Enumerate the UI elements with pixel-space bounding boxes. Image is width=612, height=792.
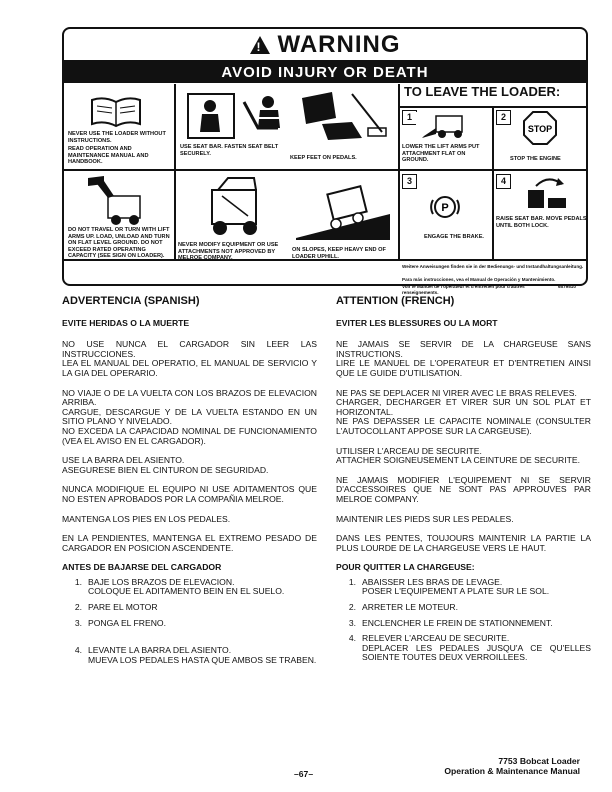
- step-number-4: 4: [496, 174, 511, 189]
- step-number-3: 3: [402, 174, 417, 189]
- french-title: ATTENTION (FRENCH): [336, 295, 455, 307]
- caption-instructions: NEVER USE THE LOADER WITHOUT INSTRUCTIONS.: [68, 131, 166, 144]
- french-paragraph: DANS LES PENTES, TOUJOURS MAINTENIR LA PARTIE LA PLUS LOURDE DE LA CHARGEUSE VERS LE HAUT.: [336, 533, 591, 553]
- french-paragraph: NE PAS SE DEPLACER NI VIRER AVEC LE BRAS RELEVES. CHARGER, DECHARGER ET VIRER SUR UN SOL PLAT ET HORIZONTAL. NE PAS DEPASSER LE CAPACITE NOMINALE (CONSULTER L'AUTOCOLLANT APPOSE SUR LA CARGEUSE).: [336, 387, 591, 436]
- leave-loader-title: TO LEAVE THE LOADER:: [404, 84, 561, 99]
- spanish-column: [62, 297, 317, 671]
- decal-divider: [64, 169, 586, 171]
- french-paragraph: UTILISER L'ARCEAU DE SECURITE. ATTACHER SOIGNEUSEMENT LA CEINTURE DE SECURITE.: [336, 445, 581, 466]
- french-paragraph: MAINTENIR LES PIEDS SUR LES PEDALES.: [336, 513, 514, 524]
- loader-modify-icon: [198, 176, 278, 238]
- step-caption-1: LOWER THE LIFT ARMS PUT ATTACHMENT FLAT ON GROUND.: [402, 144, 480, 164]
- caption-manual: READ OPERATION AND MAINTENANCE MANUAL AND HANDBOOK.: [68, 146, 149, 166]
- stop-sign-label: STOP: [527, 124, 553, 134]
- manual-title: Operation & Maintenance Manual: [444, 766, 580, 776]
- step-text: ENCLENCHER LE FREIN DE STATIONNEMENT.: [362, 617, 553, 628]
- spanish-steps-heading: ANTES DE BAJARSE DEL CARGADOR: [62, 562, 222, 573]
- decal-divider: [398, 84, 400, 259]
- spanish-paragraph: NO USE NUNCA EL CARGADOR SIN LEER LAS INSTRUCCIONES. LEA EL MANUAL DEL OPERATIO, EL MANUAL DE SERVICIO Y LA GIA DEL OPERARIO.: [62, 339, 317, 378]
- french-heading: EVITER LES BLESSURES OU LA MORT: [336, 317, 498, 328]
- step-caption-3: ENGAGE THE BRAKE.: [424, 234, 484, 240]
- spanish-paragraph: USE LA BARRA DEL ASIENTO. ASEGURESE BIEN EL CINTURON DE SEGURIDAD.: [62, 455, 269, 475]
- step-text: PONGA EL FRENO.: [88, 617, 166, 628]
- list-item: [336, 603, 591, 613]
- caption-travel: DO NOT TRAVEL OR TURN WITH LIFT ARMS UP. LOAD, UNLOAD AND TURN ON FLAT LEVEL GROUND. DO NOT EXCEED RATED OPERATING CAPACITY (SEE SIGN ON LOADER).: [68, 227, 170, 260]
- warning-triangle-icon: !: [250, 36, 270, 54]
- step-text: RELEVER L'ARCEAU DE SECURITE. DEPLACER LES PEDALES JUSQU'A CE QU'ELLES SOIENTE TOUTES DEUX VERROILLEES.: [362, 633, 591, 663]
- caption-seatbelt: USE SEAT BAR. FASTEN SEAT BELT SECURELY.: [180, 144, 279, 157]
- spanish-title: ADVERTENCIA (SPANISH): [62, 295, 200, 307]
- loader-on-slope-icon: [294, 180, 392, 242]
- decal-divider: [398, 106, 586, 108]
- step-caption-2: STOP THE ENGINE: [510, 156, 561, 162]
- caption-pedals: KEEP FEET ON PEDALS.: [290, 155, 357, 161]
- french-steps-list: [336, 578, 591, 663]
- open-book-icon: [88, 94, 144, 128]
- spanish-paragraph: MANTENGA LOS PIES EN LOS PEDALES.: [62, 513, 231, 524]
- step-number-2: 2: [496, 110, 511, 125]
- footnote-german: Weitere Anweisungen finden sie in der Bedienungs- und Instandhaltungsanleitung.: [402, 264, 584, 269]
- decal-divider: [174, 84, 176, 259]
- step-text: LEVANTE LA BARRA DEL ASIENTO. MUEVA LOS PEDALES HASTA QUE AMBOS SE TRABEN.: [88, 645, 317, 665]
- decal-header: [64, 29, 586, 62]
- footnote-spanish: Para más instrucciones, vea el Manual de Operación y Mantenimiento.: [402, 277, 556, 282]
- step-number: 2.: [74, 602, 82, 613]
- part-number: 6579510: [558, 284, 576, 289]
- decal-title: WARNING: [277, 30, 401, 58]
- seat-belt-illustration: [182, 88, 292, 142]
- french-column: [336, 297, 591, 669]
- french-paragraph: NE JAMAIS MODIFIER L'EQUIPEMENT NI SE SERVIR D'ACCESSOIRES QUE NE SONT PAS APPROUVES PAR MELROE COMPANY.: [336, 474, 591, 504]
- step-number: 1.: [348, 576, 356, 587]
- warning-decal: [62, 27, 588, 295]
- french-paragraph: NE JAMAIS SE SERVIR DE LA CHARGEUSE SANS INSTRUCTIONS. LIRE LE MANUEL DE L'OPERATEUR ET D'ENTRETIEN AINSI QUE LE GUIDE D'UTILISATION.: [336, 339, 591, 378]
- footnote-french: Voir le Manuel de l'opérateur et d'entretien pour d'autres renseignements.: [402, 284, 525, 295]
- loader-arms-up-icon: [84, 176, 164, 226]
- spanish-paragraph: NO VIAJE O DE LA VUELTA CON LOS BRAZOS DE ELEVACION ARRIBA. CARGUE, DESCARGUE Y DE LA VUELTA ESTANDO EN UN SITIO PLANO Y NIVELADO. NO EXCEDA LA CAPACIDAD NOMINAL DE FUNCIONAMIENTO (VEA EL AVISO EN EL CARGADOR).: [62, 387, 317, 446]
- spanish-paragraph: EN LA PENDIENTES, MANTENGA EL EXTREMO PESADO DE CARGADOR EN POSICION ASCENDENTE.: [62, 533, 317, 553]
- decal-divider: [492, 106, 494, 259]
- step-text: PARE EL MOTOR: [88, 602, 158, 613]
- spanish-steps-list: [62, 578, 317, 666]
- step-number-1: 1: [402, 110, 417, 125]
- seat-bar-raise-icon: [518, 174, 574, 214]
- list-item: [336, 578, 591, 597]
- step-caption-4: RAISE SEAT BAR. MOVE PEDALS UNTIL BOTH LOCK.: [496, 216, 587, 229]
- decal-body: [64, 84, 587, 295]
- spanish-paragraph: NUNCA MODIFIQUE EL EQUIPO NI USE ADITAMENTOS QUE NO ESTEN APROBADOS POR LA COMPAÑIA MELROE.: [62, 484, 317, 504]
- step-number: 1.: [74, 576, 82, 587]
- step-text: ABAISSER LES BRAS DE LEVAGE. POSER L'EQUIPEMENT A PLATE SUR LE SOL.: [362, 576, 550, 597]
- caption-slopes: ON SLOPES, KEEP HEAVY END OF LOADER UPHILL.: [292, 247, 386, 260]
- pedals-illustration: [292, 88, 392, 146]
- step-number: 2.: [348, 602, 356, 613]
- loader-arms-down-icon: [416, 112, 486, 140]
- list-item: [62, 578, 317, 597]
- step-number: 4.: [74, 645, 82, 656]
- step-text: BAJE LOS BRAZOS DE ELEVACION. COLOQUE EL ADITAMENTO BEIN EN EL SUELO.: [88, 576, 285, 597]
- model-name: 7753 Bobcat Loader: [498, 756, 580, 766]
- french-steps-heading: POUR QUITTER LA CHARGEUSE:: [336, 562, 475, 573]
- page-number: –67–: [294, 769, 314, 779]
- stop-sign-icon: [522, 110, 558, 146]
- manual-footer: [444, 756, 580, 776]
- list-item: [62, 619, 317, 629]
- list-item: [62, 603, 317, 613]
- step-number: 4.: [348, 633, 356, 644]
- parking-brake-icon: [430, 192, 460, 222]
- spanish-heading: EVITE HERIDAS O LA MUERTE: [62, 317, 190, 328]
- step-number: 3.: [348, 617, 356, 628]
- step-text: ARRETER LE MOTEUR.: [362, 602, 458, 613]
- decal-subtitle: AVOID INJURY OR DEATH: [64, 62, 586, 83]
- list-item: [336, 619, 591, 629]
- list-item: [62, 646, 317, 665]
- list-item: [336, 634, 591, 663]
- caption-modify: NEVER MODIFY EQUIPMENT OR USE ATTACHMENTS NOT APPROVED BY MELROE COMPANY.: [178, 242, 279, 262]
- step-number: 3.: [74, 617, 82, 628]
- brake-symbol-label: P: [441, 202, 449, 214]
